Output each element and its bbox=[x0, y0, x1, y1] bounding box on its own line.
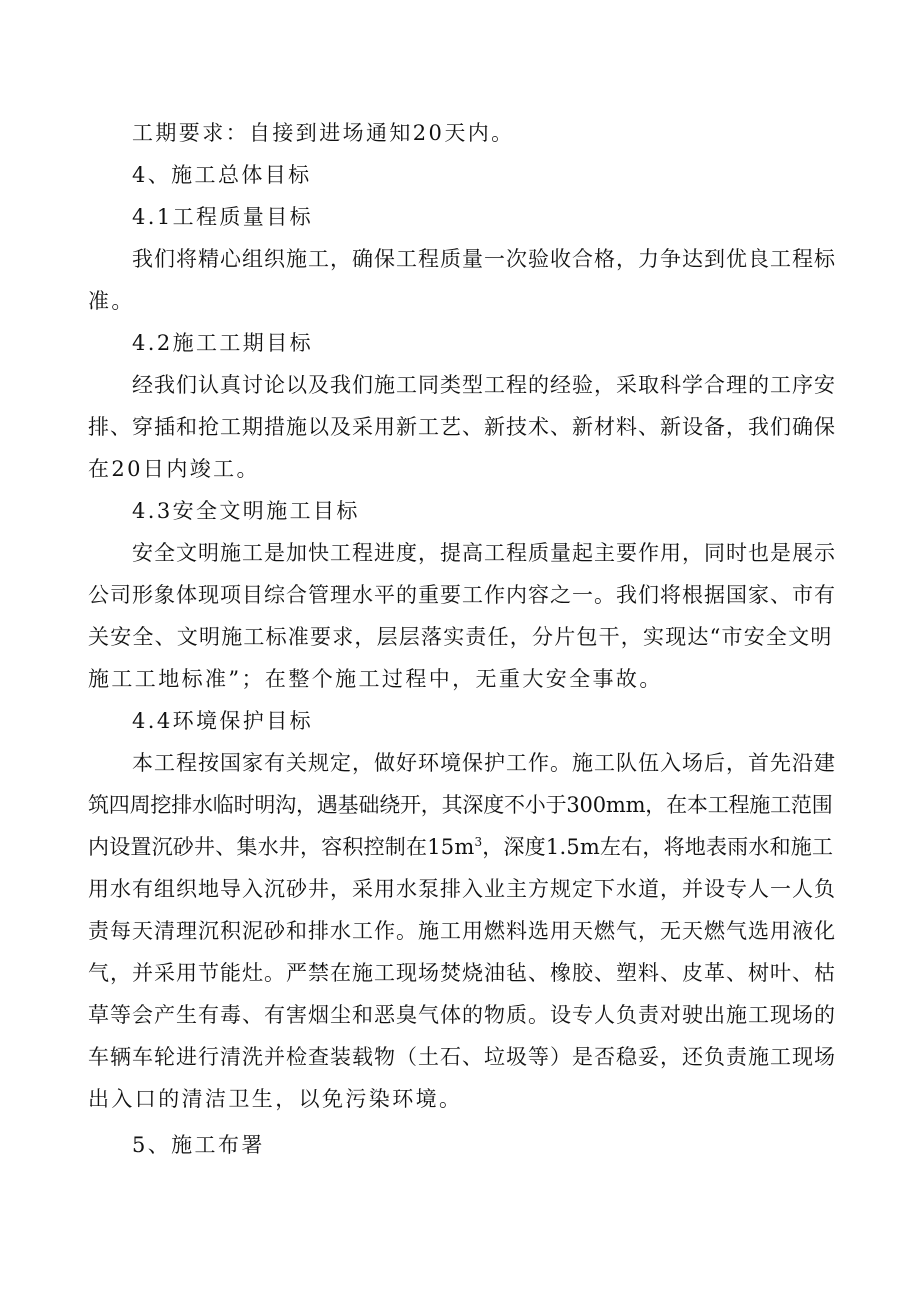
text-segment: 内设置沉砂井、集水井，容积控制在15m bbox=[88, 835, 475, 859]
text-line: 草等会产生有毒、有害烟尘和恶臭气体的物质。设专人负责对驶出施工现场的 bbox=[88, 1003, 836, 1027]
text-segment: ，深度1.5m左右，将地表雨水和施工 bbox=[482, 835, 834, 859]
text-line: 责每天清理沉积泥砂和排水工作。施工用燃料选用天燃气，无天燃气选用液化 bbox=[88, 919, 836, 943]
text-line: 筑四周挖排水临时明沟，遇基础绕开，其深度不小于300mm，在本工程施工范围 bbox=[88, 793, 833, 817]
paragraph-safety bbox=[88, 532, 836, 700]
heading-4-1: 4.1工程质量目标 bbox=[132, 205, 313, 229]
text-line: 气，并采用节能灶。严禁在施工现场焚烧油毡、橡胶、塑料、皮革、树叶、枯 bbox=[88, 961, 836, 985]
heading-section-5: 5、施工布署 bbox=[132, 1133, 265, 1157]
text-line: 出入口的清洁卫生，以免污染环境。 bbox=[88, 1087, 463, 1111]
text-line: 用水有组织地导入沉砂井，采用水泵排入业主方规定下水道，并设专人一人负 bbox=[88, 877, 836, 901]
superscript: 3 bbox=[474, 835, 483, 849]
schedule-requirement: 工期要求：自接到进场通知20天内。 bbox=[132, 121, 515, 145]
heading-4-2: 4.2施工工期目标 bbox=[132, 331, 313, 355]
heading-section-4: 4、施工总体目标 bbox=[132, 163, 312, 187]
text-line: 关安全、文明施工标准要求，层层落实责任，分片包干，实现达“市安全文明 bbox=[88, 625, 833, 649]
paragraph-environment bbox=[88, 742, 836, 1120]
text-line: 准。 bbox=[88, 289, 135, 313]
text-line: 本工程按国家有关规定，做好环境保护工作。施工队伍入场后，首先沿建 bbox=[132, 751, 836, 775]
paragraph-quality bbox=[88, 238, 836, 322]
text-line: 在20日内竣工。 bbox=[88, 457, 260, 481]
text-line: 排、穿插和抢工期措施以及采用新工艺、新技术、新材料、新设备，我们确保 bbox=[88, 415, 836, 439]
heading-4-3: 4.3安全文明施工目标 bbox=[132, 499, 360, 523]
paragraph-schedule bbox=[88, 364, 836, 490]
text-line: 车辆车轮进行清洗并检查装载物（土石、垃圾等）是否稳妥，还负责施工现场 bbox=[88, 1045, 836, 1069]
heading-4-4: 4.4环境保护目标 bbox=[132, 709, 313, 733]
text-line: 经我们认真讨论以及我们施工同类型工程的经验，采取科学合理的工序安 bbox=[132, 373, 836, 397]
document-page bbox=[88, 112, 836, 1166]
text-line: 施工工地标准”；在整个施工过程中，无重大安全事故。 bbox=[88, 667, 663, 691]
text-line: 公司形象体现项目综合管理水平的重要工作内容之一。我们将根据国家、市有 bbox=[88, 583, 836, 607]
text-line bbox=[88, 826, 836, 868]
text-line: 安全文明施工是加快工程进度，提高工程质量起主要作用，同时也是展示 bbox=[132, 541, 836, 565]
text-line: 我们将精心组织施工，确保工程质量一次验收合格，力争达到优良工程标 bbox=[132, 247, 836, 271]
